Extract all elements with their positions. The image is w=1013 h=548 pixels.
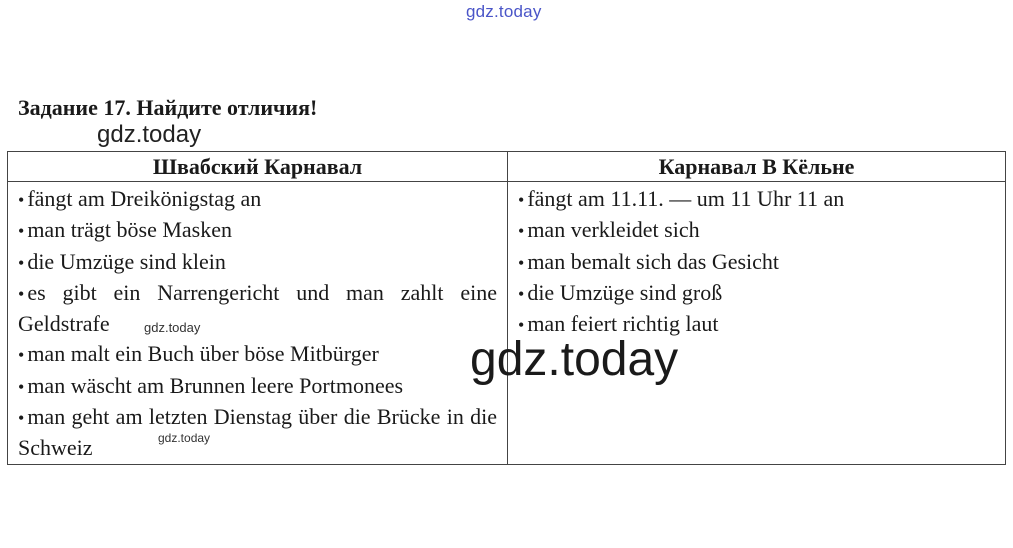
- list-item-text: man feiert richtig laut: [527, 311, 719, 337]
- swabian-list: [18, 184, 497, 464]
- list-item: [18, 278, 497, 340]
- list-item: [18, 371, 497, 402]
- list-item-text: man wäscht am Brunnen leere Portmonees: [27, 372, 404, 398]
- watermark-under-title: gdz.today: [97, 121, 202, 148]
- cologne-list: [518, 184, 995, 340]
- watermark-top: gdz.today: [466, 2, 542, 21]
- bullet-icon: •: [18, 408, 25, 429]
- table-header-row: [8, 152, 1006, 182]
- header-swabian-carnival: Швабский Карнавал: [8, 152, 508, 182]
- bullet-icon: •: [18, 221, 25, 242]
- bullet-icon: •: [518, 252, 525, 273]
- header-cologne-carnival: Карнавал В Кёльне: [508, 152, 1006, 182]
- list-item: [18, 402, 497, 464]
- list-item: [18, 339, 497, 370]
- comparison-table: [7, 151, 1006, 465]
- bullet-icon: •: [18, 252, 25, 273]
- list-item-text: es gibt ein Narrengericht und man zahlt eine Geldstrafe: [18, 279, 497, 337]
- bullet-icon: •: [518, 283, 525, 304]
- watermark-large: gdz.today: [470, 333, 679, 386]
- cologne-carnival-cell: [508, 182, 1006, 465]
- list-item-text: man malt ein Buch über böse Mitbürger: [27, 341, 379, 367]
- list-item-text: die Umzüge sind klein: [27, 248, 226, 274]
- list-item: [518, 215, 995, 246]
- list-item-text: fängt am 11.11. — um 11 Uhr 11 an: [527, 186, 845, 211]
- task-title: Задание 17. Найдите отличия!: [18, 95, 318, 120]
- list-item: [518, 247, 995, 278]
- bullet-icon: •: [518, 190, 525, 210]
- watermark-small-bottom: gdz.today: [158, 431, 211, 445]
- bullet-icon: •: [518, 221, 525, 242]
- list-item-text: man trägt böse Masken: [27, 217, 232, 243]
- bullet-icon: •: [518, 315, 525, 336]
- list-item-text: man geht am letzten Dienstag über die Brücke in die Schweiz: [18, 404, 497, 461]
- list-item: [518, 278, 995, 309]
- swabian-carnival-cell: [8, 182, 508, 465]
- list-item-text: man verkleidet sich: [527, 217, 700, 243]
- bullet-icon: •: [18, 283, 25, 304]
- list-item: [18, 247, 497, 278]
- bullet-icon: •: [18, 190, 25, 210]
- bullet-icon: •: [18, 345, 25, 366]
- list-item-text: fängt am Dreikönigstag an: [27, 186, 262, 211]
- watermark-small-left: gdz.today: [144, 320, 201, 335]
- list-item: [18, 215, 497, 246]
- list-item-text: man bemalt sich das Gesicht: [527, 248, 780, 274]
- bullet-icon: •: [18, 376, 25, 397]
- list-item: [18, 184, 497, 215]
- list-item-text: die Umzüge sind groß: [527, 279, 723, 305]
- list-item: [518, 184, 995, 215]
